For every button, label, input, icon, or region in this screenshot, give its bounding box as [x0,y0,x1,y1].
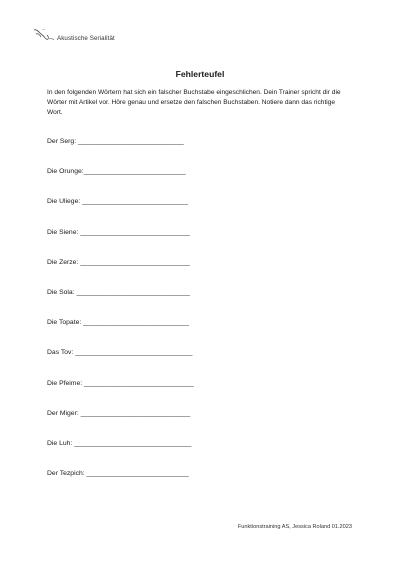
word-item: Die Uliege: ____________________________ [47,198,188,206]
word-item: Der Serg: ____________________________ [47,138,184,145]
page-header [32,24,115,44]
word-item: Die Zerze: _____________________________ [47,258,190,266]
word-item: Die Orunge:___________________________ [47,168,186,176]
page-footer: Funktionstraining AS, Jessica Roland 01.2023 [237,524,352,530]
word-item: Der Tezpich: ___________________________ [47,470,189,478]
word-item: Die Luh: _______________________________ [47,439,192,447]
worksheet-title: Fehlerteufel [175,69,225,79]
instructions-text: In den folgenden Wörtern hat sich ein falscher Buchstabe eingeschlichen. Dein Trainer spricht dir die Wörter mit Artikel vor. Höre genau und ersetze den falschen Buchstaben. Notiere dann das richtige Wort. [47,89,341,117]
brand-name: Akustische Serialität [57,35,115,42]
word-item: Das Tov: _______________________________ [47,349,193,357]
word-list [47,138,194,500]
word-item: Die Sola: ______________________________ [47,288,190,296]
word-item: Die Pfeime: _____________________________ [47,379,194,387]
word-item: Der Miger: _____________________________ [47,409,191,417]
word-item: Die Siene: _____________________________ [47,228,190,236]
ear-sound-icon [32,24,56,44]
word-item: Die Topate: ____________________________ [47,319,189,327]
